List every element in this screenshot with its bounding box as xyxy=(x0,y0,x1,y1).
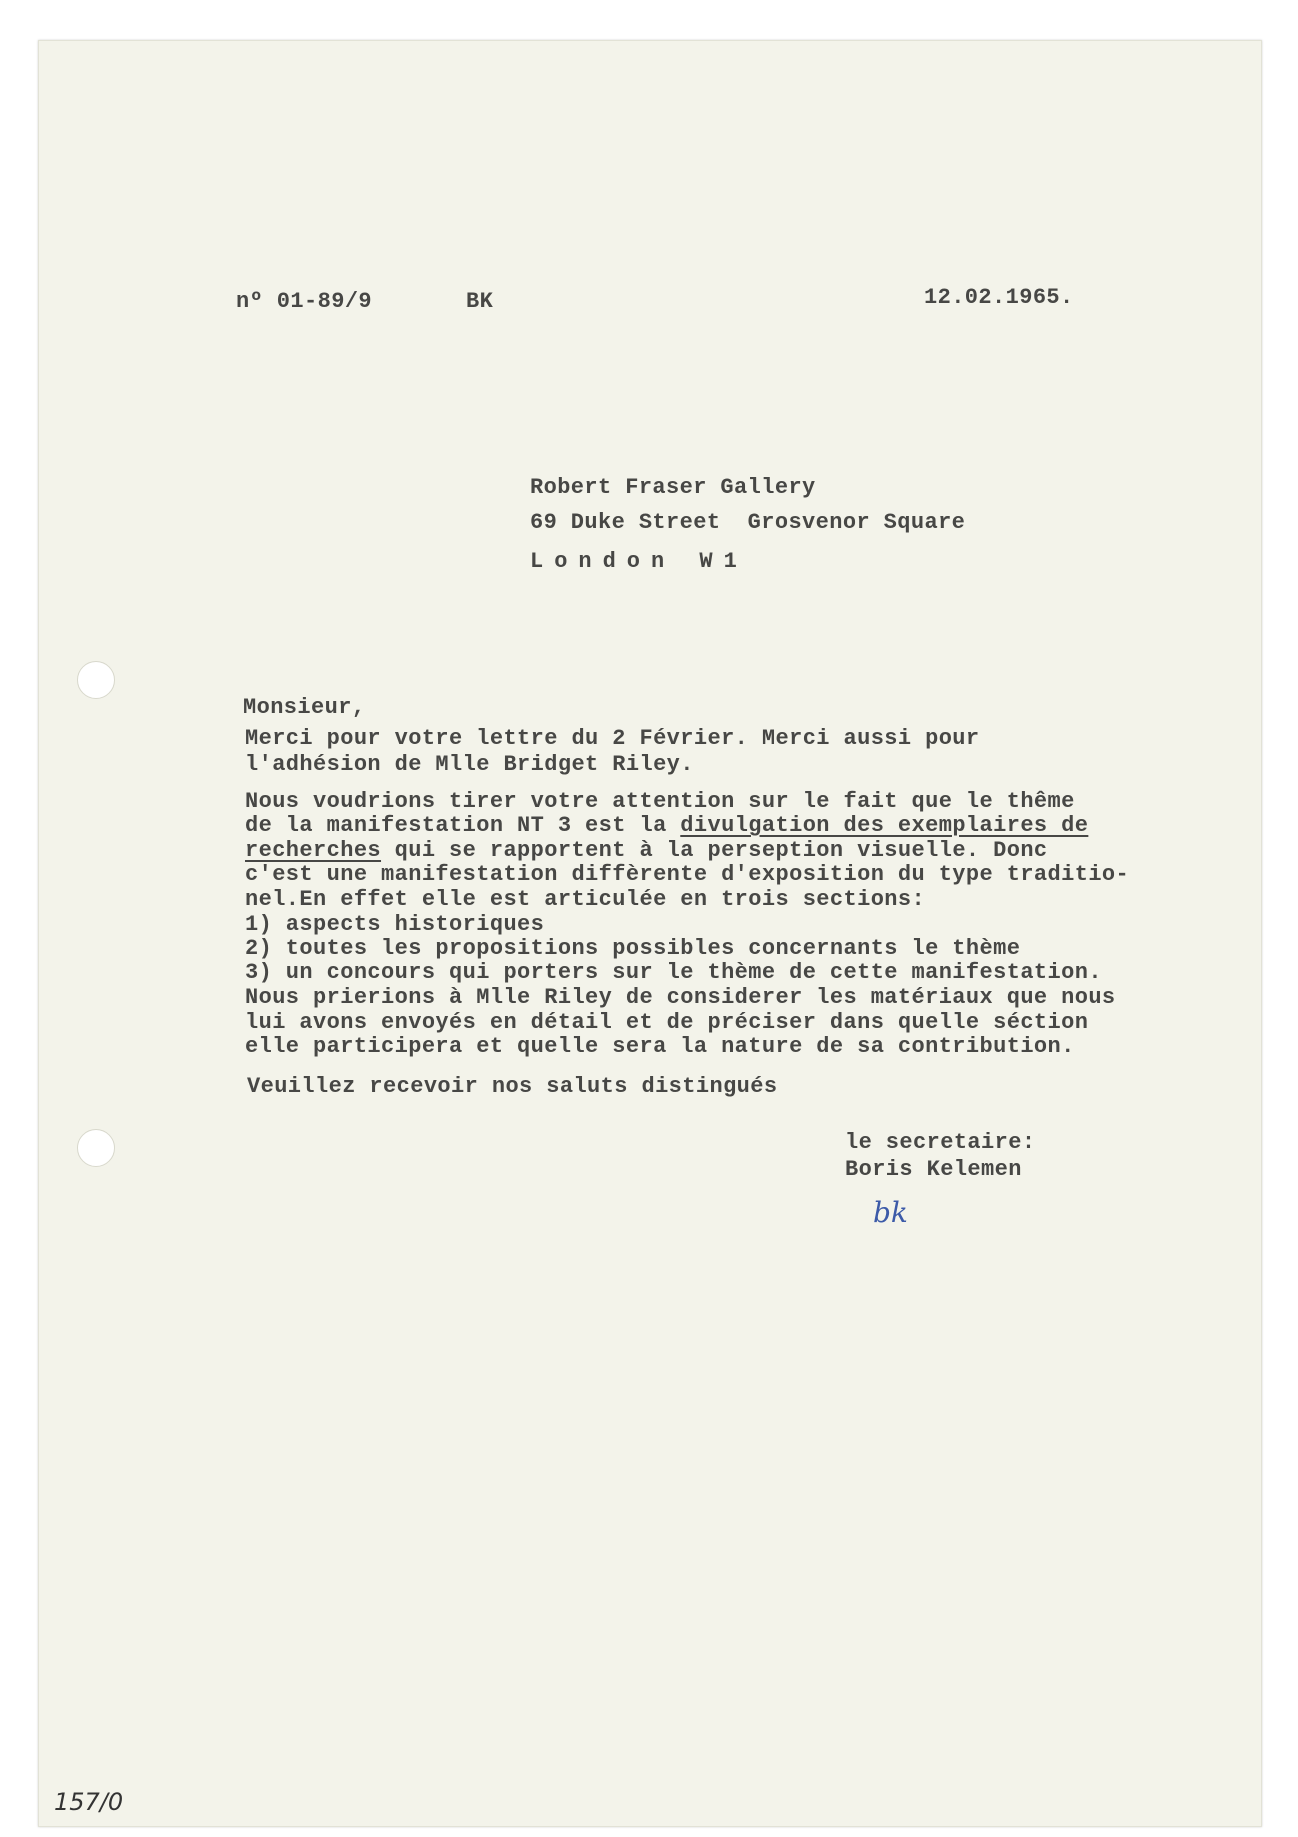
section-item-3: 3) un concours qui porters sur le thème de cette manifestation. xyxy=(245,960,1102,985)
closing-line-1: Nous prierions à Mlle Riley de considerer les matériaux que nous xyxy=(245,985,1116,1010)
salutation: Monsieur, xyxy=(243,695,366,720)
letter-date: 12.02.1965. xyxy=(924,285,1074,310)
paragraph2-line3-text: qui se rapportent à la perseption visuelle. Donc xyxy=(381,838,1048,863)
paragraph2-line2 xyxy=(245,813,1088,838)
signature-title: le secretaire: xyxy=(845,1130,1036,1155)
underlined-phrase-part1: divulgation des exemplaires de xyxy=(680,813,1089,838)
reference-number: nº 01-89/9 xyxy=(236,289,373,314)
paragraph1-line2: l'adhésion de Mlle Bridget Riley. xyxy=(245,752,694,777)
paragraph2-line5: nel.En effet elle est articulée en trois sections: xyxy=(245,887,926,912)
section-item-1: 1) aspects historiques xyxy=(245,912,545,937)
paragraph2-line3 xyxy=(245,838,1048,863)
closing-line-2: lui avons envoyés en détail et de préciser dans quelle séction xyxy=(245,1010,1089,1035)
sender-initials: BK xyxy=(466,289,494,314)
recipient-city: London W1 xyxy=(530,549,748,574)
paragraph1-line1: Merci pour votre lettre du 2 Février. Merci aussi pour xyxy=(245,726,980,751)
paragraph2-line4: c'est une manifestation diffèrente d'exposition du type traditio- xyxy=(245,862,1130,887)
punch-hole-bottom xyxy=(77,1129,115,1167)
signature-name: Boris Kelemen xyxy=(845,1157,1022,1182)
underlined-phrase-part2: recherches xyxy=(245,838,382,863)
closing-line-3: elle participera et quelle sera la nature de sa contribution. xyxy=(245,1034,1075,1059)
archive-number: 157/0 xyxy=(54,1788,124,1816)
recipient-address: 69 Duke Street Grosvenor Square xyxy=(530,510,966,535)
letter-sheet xyxy=(38,40,1262,1827)
recipient-name: Robert Fraser Gallery xyxy=(530,475,816,500)
paragraph2-line2-text: de la manifestation NT 3 est la xyxy=(245,813,681,838)
closing-formula: Veuillez recevoir nos saluts distingués xyxy=(247,1074,778,1099)
punch-hole-top xyxy=(77,661,115,699)
section-item-2: 2) toutes les propositions possibles concernants le thème xyxy=(245,936,1021,961)
paragraph2-line1: Nous voudrions tirer votre attention sur le fait que le thême xyxy=(245,789,1075,814)
handwritten-initials: bk xyxy=(873,1196,908,1229)
